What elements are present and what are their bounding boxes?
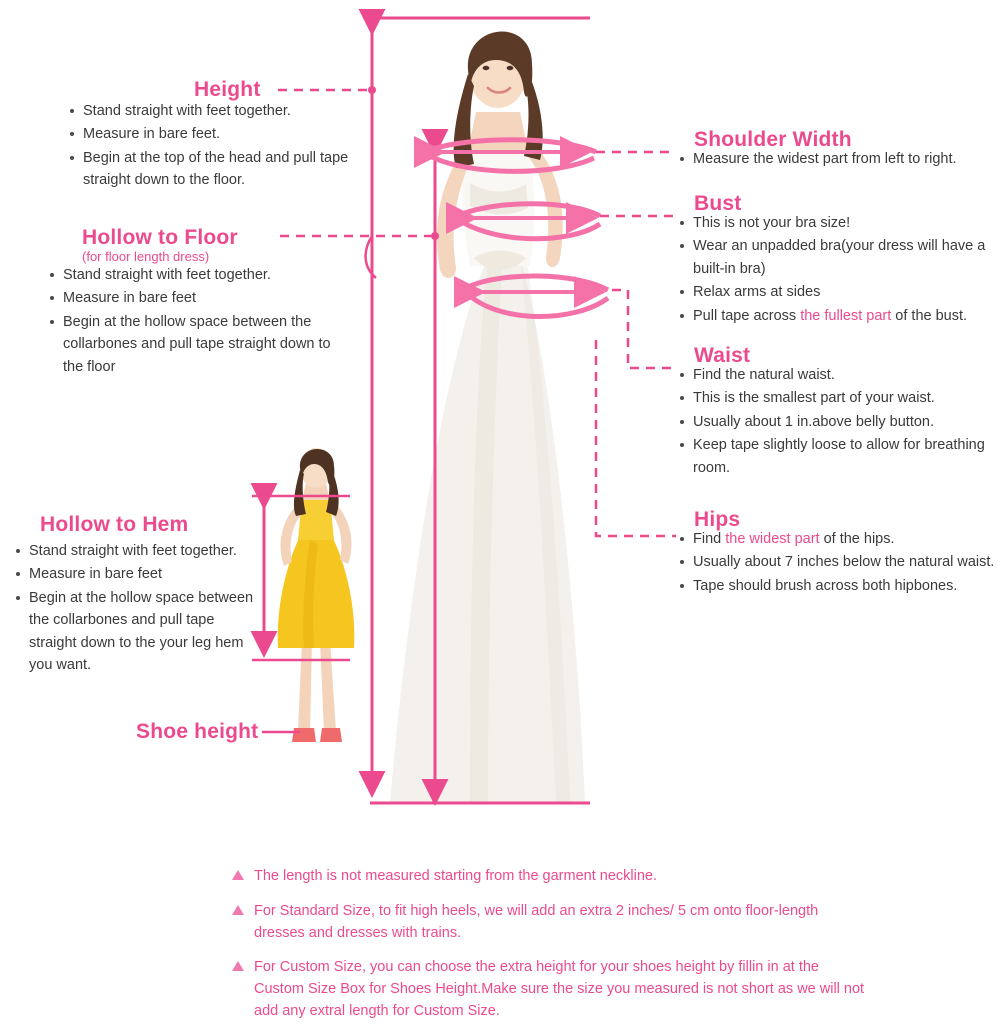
bust-heading: Bust: [694, 192, 742, 215]
hips-bullets: [678, 528, 998, 598]
list-item: Measure in bare feet.: [68, 123, 368, 145]
list-item: Stand straight with feet together.: [48, 264, 348, 286]
warning-triangle-icon: [232, 961, 244, 971]
list-item: Begin at the hollow space between the collarbones and pull tape straight down to the floor: [48, 311, 348, 378]
list-item: Begin at the hollow space between the collarbones and pull tape straight down to the your leg hem you want.: [14, 587, 262, 677]
hollow-to-floor-heading: Hollow to Floor: [82, 226, 238, 249]
list-item: Measure in bare feet: [14, 563, 262, 585]
waist-heading: Waist: [694, 344, 751, 367]
warning-triangle-icon: [232, 905, 244, 915]
bust-text-highlight: the fullest part: [800, 307, 892, 324]
note-item: [232, 901, 872, 945]
note-item: [232, 866, 872, 888]
list-item: Tape should brush across both hipbones.: [678, 575, 998, 597]
hollow-to-floor-bullets: [48, 264, 348, 379]
list-item: Measure the widest part from left to right.: [678, 148, 998, 170]
list-item: Begin at the top of the head and pull tape straight down to the floor.: [68, 147, 368, 192]
list-item: This is the smallest part of your waist.: [678, 387, 1000, 409]
shoulder-width-bullets: [678, 148, 998, 171]
list-item: This is not your bra size!: [678, 212, 1000, 234]
list-item: [678, 528, 998, 550]
hollow-to-hem-bullets: [14, 540, 262, 678]
note-item: [232, 957, 872, 1022]
note-text: For Standard Size, to fit high heels, we will add an extra 2 inches/ 5 cm onto floor-length dresses and dresses with trains.: [254, 902, 819, 941]
list-item: Usually about 1 in.above belly button.: [678, 411, 1000, 433]
list-item: Relax arms at sides: [678, 281, 1000, 303]
list-item: Keep tape slightly loose to allow for breathing room.: [678, 434, 1000, 479]
hips-text-post: of the hips.: [819, 531, 895, 547]
hips-heading: Hips: [694, 508, 741, 531]
height-heading: Height: [194, 78, 261, 101]
height-bullets: [68, 100, 368, 193]
note-text: For Custom Size, you can choose the extra height for your shoes height by fillin in at the Custom Size Box for Shoes Height.Make sure the size you measured is not short as we will not add any extral length for Custom Size.: [254, 959, 865, 1019]
shoulder-width-heading: Shoulder Width: [694, 128, 852, 151]
list-item: Stand straight with feet together.: [14, 540, 262, 562]
note-text: The length is not measured starting from the garment neckline.: [254, 868, 657, 884]
bust-bullets: [678, 212, 1000, 328]
waist-bullets: [678, 364, 1000, 480]
list-item: Stand straight with feet together.: [68, 100, 368, 122]
hips-text-highlight: the widest part: [725, 531, 820, 547]
hollow-to-floor-subheading: (for floor length dress): [82, 249, 210, 264]
shoe-height-heading: Shoe height: [136, 720, 259, 743]
hollow-to-hem-heading: Hollow to Hem: [40, 513, 189, 536]
list-item: Measure in bare feet: [48, 287, 348, 309]
list-item: Find the natural waist.: [678, 364, 1000, 386]
bust-text-pre: Pull tape across: [693, 307, 801, 324]
warning-triangle-icon: [232, 870, 244, 880]
list-item: Usually about 7 inches below the natural waist.: [678, 551, 998, 573]
list-item: [678, 305, 1000, 327]
notes-list: [232, 866, 872, 1024]
bust-text-post: of the bust.: [891, 307, 968, 324]
hips-text-pre: Find: [693, 531, 726, 547]
list-item: Wear an unpadded bra(your dress will have a built-in bra): [678, 235, 1000, 280]
